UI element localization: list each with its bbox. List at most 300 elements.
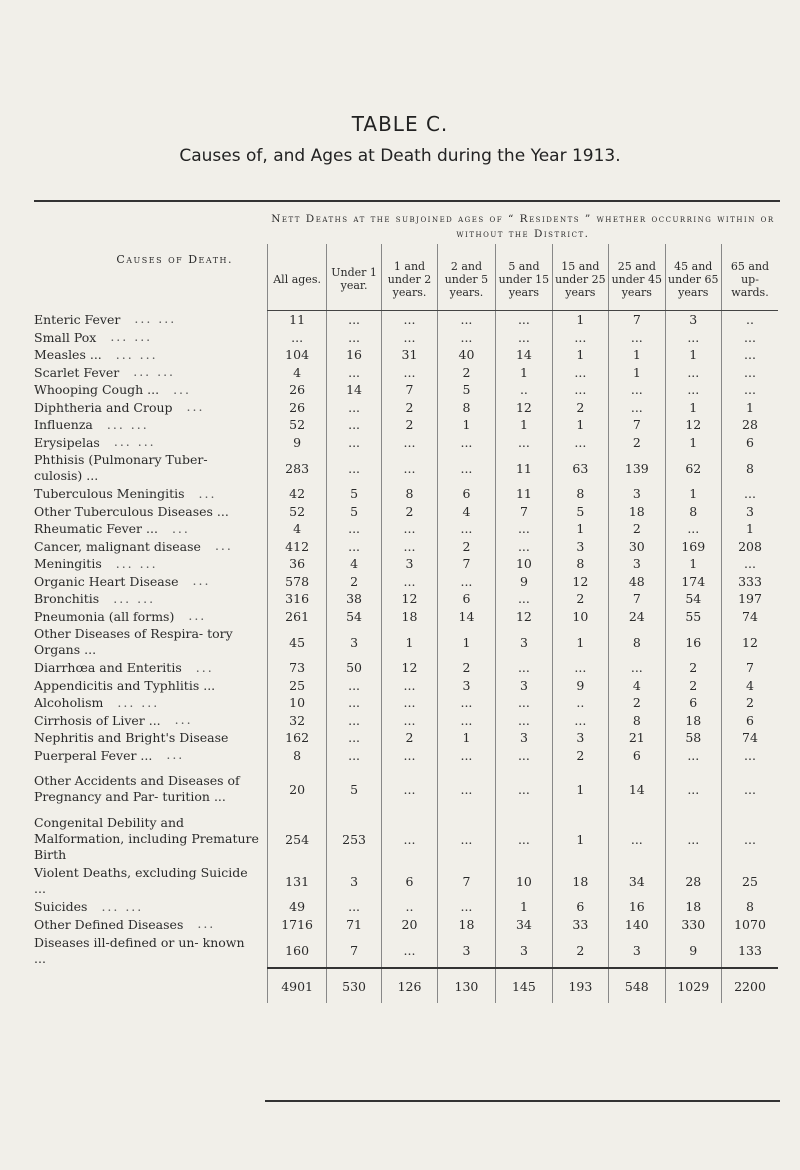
value-cell: 6 bbox=[722, 712, 779, 730]
value-cell: 8 bbox=[552, 555, 608, 573]
column-header: All ages. bbox=[268, 244, 326, 311]
value-cell: ... bbox=[496, 694, 552, 712]
value-cell: 14 bbox=[437, 608, 495, 626]
value-cell: 10 bbox=[552, 608, 608, 626]
value-cell: 3 bbox=[437, 677, 495, 695]
cause-cell bbox=[34, 659, 268, 677]
value-cell: 4 bbox=[268, 364, 326, 382]
cause-cell bbox=[34, 329, 268, 347]
page-subtitle: Causes of, and Ages at Death during the Year 1913. bbox=[179, 146, 621, 166]
cause-cell bbox=[34, 416, 268, 434]
value-cell: ... bbox=[382, 329, 437, 347]
value-cell: 63 bbox=[552, 451, 608, 485]
page-title: TABLE C. bbox=[351, 112, 449, 136]
cause-label: Other Diseases of Respira- tory Organs ... bbox=[34, 626, 233, 657]
value-cell: ... bbox=[326, 451, 381, 485]
value-cell: ... bbox=[326, 538, 381, 556]
value-cell: 5 bbox=[326, 485, 381, 503]
total-cell: 548 bbox=[609, 968, 665, 1003]
cause-column-header: Causes of Death. bbox=[116, 252, 234, 266]
cause-label: Diseases ill-defined or un- known ... bbox=[34, 934, 245, 966]
value-cell: 4 bbox=[722, 677, 779, 695]
cause-label: Organic Heart Disease bbox=[34, 573, 179, 589]
value-cell: 33 bbox=[552, 916, 608, 934]
value-cell: 1 bbox=[552, 625, 608, 659]
value-cell: ... bbox=[609, 659, 665, 677]
value-cell: 12 bbox=[722, 625, 779, 659]
table-row bbox=[34, 590, 778, 608]
value-cell: ... bbox=[437, 898, 495, 916]
value-cell: ... bbox=[496, 764, 552, 814]
leader-dots: ... ... bbox=[101, 898, 144, 914]
value-cell: 2 bbox=[609, 434, 665, 452]
value-cell: ... bbox=[722, 381, 779, 399]
cause-label: Other Accidents and Diseases of Pregnancy and Par- turition ... bbox=[34, 773, 240, 804]
value-cell: 10 bbox=[268, 694, 326, 712]
value-cell: ... bbox=[326, 416, 381, 434]
value-cell: 1 bbox=[665, 346, 721, 364]
value-cell: 54 bbox=[326, 608, 381, 626]
value-cell: 160 bbox=[268, 933, 326, 968]
cause-label: Whooping Cough ... bbox=[34, 382, 160, 397]
value-cell: 3 bbox=[665, 311, 721, 329]
total-cell: 4901 bbox=[268, 968, 326, 1003]
cause-cell bbox=[34, 747, 268, 765]
value-cell: 12 bbox=[382, 659, 437, 677]
value-cell: ... bbox=[496, 311, 552, 329]
value-cell: 330 bbox=[665, 916, 721, 934]
cause-cell bbox=[34, 933, 268, 968]
value-cell: ... bbox=[437, 694, 495, 712]
table-row bbox=[34, 503, 778, 521]
leader-dots: ... ... bbox=[113, 434, 156, 449]
cause-cell bbox=[34, 520, 268, 538]
value-cell: ... bbox=[437, 747, 495, 765]
value-cell: 48 bbox=[609, 573, 665, 591]
leader-dots: ... ... bbox=[115, 346, 158, 362]
cause-label: Congenital Debility and Malformation, including Premature Birth bbox=[34, 815, 259, 862]
value-cell: 1 bbox=[552, 346, 608, 364]
total-cell: 130 bbox=[437, 968, 495, 1003]
value-cell: 25 bbox=[722, 864, 779, 898]
value-cell: 6 bbox=[382, 864, 437, 898]
table-row bbox=[34, 573, 778, 591]
value-cell: 3 bbox=[496, 625, 552, 659]
cause-label: Other Defined Diseases bbox=[34, 916, 184, 932]
value-cell: ... bbox=[326, 434, 381, 452]
value-cell: 2 bbox=[722, 694, 779, 712]
value-cell: ... bbox=[496, 520, 552, 538]
value-cell: 6 bbox=[437, 590, 495, 608]
value-cell: ... bbox=[382, 694, 437, 712]
value-cell: 3 bbox=[326, 625, 381, 659]
value-cell: 25 bbox=[268, 677, 326, 695]
table-row bbox=[34, 625, 778, 659]
value-cell: 1 bbox=[496, 898, 552, 916]
value-cell: 18 bbox=[609, 503, 665, 521]
value-cell: 3 bbox=[496, 677, 552, 695]
leader-dots: ... bbox=[188, 608, 207, 623]
value-cell: 14 bbox=[609, 764, 665, 814]
value-cell: ... bbox=[609, 329, 665, 347]
leader-dots: ... ... bbox=[106, 416, 149, 432]
value-cell: ... bbox=[665, 364, 721, 382]
totals-row bbox=[34, 968, 778, 1003]
leader-dots: ... bbox=[195, 659, 214, 675]
value-cell: 7 bbox=[609, 311, 665, 329]
value-cell: 3 bbox=[382, 555, 437, 573]
value-cell: 9 bbox=[268, 434, 326, 452]
cause-label: Small Pox bbox=[34, 329, 97, 345]
value-cell: ... bbox=[382, 538, 437, 556]
value-cell: ... bbox=[552, 364, 608, 382]
table-row bbox=[34, 538, 778, 556]
value-cell: 1 bbox=[552, 814, 608, 864]
value-cell: 6 bbox=[552, 898, 608, 916]
value-cell: 4 bbox=[609, 677, 665, 695]
table-row bbox=[34, 346, 778, 364]
value-cell: ... bbox=[552, 659, 608, 677]
value-cell: ... bbox=[382, 451, 437, 485]
top-rule bbox=[34, 200, 780, 202]
total-cell: 126 bbox=[382, 968, 437, 1003]
value-cell: 54 bbox=[665, 590, 721, 608]
table-row bbox=[34, 555, 778, 573]
value-cell: ... bbox=[665, 329, 721, 347]
table-row bbox=[34, 864, 778, 898]
value-cell: ... bbox=[722, 747, 779, 765]
value-cell: ... bbox=[665, 764, 721, 814]
value-cell: ... bbox=[382, 814, 437, 864]
cause-cell bbox=[34, 608, 268, 626]
value-cell: 10 bbox=[496, 555, 552, 573]
value-cell: 3 bbox=[496, 729, 552, 747]
value-cell: 1 bbox=[609, 364, 665, 382]
leader-dots: ... bbox=[192, 573, 211, 588]
value-cell: 7 bbox=[326, 933, 381, 968]
value-cell: 8 bbox=[382, 485, 437, 503]
cause-label: Bronchitis bbox=[34, 591, 100, 606]
value-cell: 1 bbox=[496, 364, 552, 382]
value-cell: 12 bbox=[665, 416, 721, 434]
value-cell: 18 bbox=[665, 898, 721, 916]
value-cell: 8 bbox=[552, 485, 608, 503]
value-cell: 8 bbox=[609, 712, 665, 730]
cause-cell bbox=[34, 729, 268, 747]
value-cell: 1 bbox=[496, 416, 552, 434]
value-cell: 3 bbox=[496, 933, 552, 968]
table-row bbox=[34, 712, 778, 730]
value-cell: 333 bbox=[722, 573, 779, 591]
value-cell: 1 bbox=[665, 485, 721, 503]
value-cell: 21 bbox=[609, 729, 665, 747]
value-cell: ... bbox=[437, 520, 495, 538]
value-cell: 2 bbox=[609, 520, 665, 538]
value-cell: ... bbox=[722, 364, 779, 382]
cause-label: Phthisis (Pulmonary Tuber- culosis) ... bbox=[34, 452, 208, 483]
value-cell: ... bbox=[496, 590, 552, 608]
total-cell: 145 bbox=[496, 968, 552, 1003]
value-cell: 1 bbox=[552, 311, 608, 329]
value-cell: 2 bbox=[382, 399, 437, 417]
value-cell: ... bbox=[326, 520, 381, 538]
value-cell: 71 bbox=[326, 916, 381, 934]
value-cell: 1 bbox=[552, 520, 608, 538]
value-cell: 5 bbox=[437, 381, 495, 399]
value-cell: 32 bbox=[268, 712, 326, 730]
value-cell: ... bbox=[326, 747, 381, 765]
value-cell: ... bbox=[382, 520, 437, 538]
value-cell: 18 bbox=[665, 712, 721, 730]
value-cell: 12 bbox=[382, 590, 437, 608]
column-header: 15 and under 25 years bbox=[552, 244, 608, 311]
cause-label: Cirrhosis of Liver ... bbox=[34, 712, 161, 728]
value-cell: 2 bbox=[609, 694, 665, 712]
value-cell: 38 bbox=[326, 590, 381, 608]
value-cell: .. bbox=[722, 311, 779, 329]
table-row bbox=[34, 916, 778, 934]
value-cell: ... bbox=[326, 712, 381, 730]
value-cell: 6 bbox=[722, 434, 779, 452]
value-cell: 52 bbox=[268, 503, 326, 521]
value-cell: 254 bbox=[268, 814, 326, 864]
cause-cell bbox=[34, 814, 268, 864]
value-cell: ... bbox=[552, 381, 608, 399]
value-cell: 1 bbox=[437, 416, 495, 434]
value-cell: .. bbox=[552, 694, 608, 712]
cause-label: Enteric Fever bbox=[34, 311, 121, 327]
value-cell: 20 bbox=[268, 764, 326, 814]
value-cell: ... bbox=[326, 729, 381, 747]
value-cell: 5 bbox=[326, 503, 381, 521]
value-cell: 140 bbox=[609, 916, 665, 934]
value-cell: ... bbox=[496, 538, 552, 556]
value-cell: 2 bbox=[665, 659, 721, 677]
value-cell: 3 bbox=[552, 538, 608, 556]
table-row bbox=[34, 747, 778, 765]
value-cell: 14 bbox=[326, 381, 381, 399]
value-cell: 31 bbox=[382, 346, 437, 364]
value-cell: ... bbox=[382, 573, 437, 591]
value-cell: 30 bbox=[609, 538, 665, 556]
value-cell: 2 bbox=[382, 416, 437, 434]
value-cell: 26 bbox=[268, 381, 326, 399]
value-cell: 1070 bbox=[722, 916, 779, 934]
value-cell: ... bbox=[326, 898, 381, 916]
value-cell: 2 bbox=[437, 364, 495, 382]
cause-label: Meningitis bbox=[34, 556, 102, 571]
value-cell: 5 bbox=[552, 503, 608, 521]
value-cell: .. bbox=[382, 898, 437, 916]
value-cell: ... bbox=[326, 677, 381, 695]
value-cell: 7 bbox=[437, 864, 495, 898]
value-cell: 10 bbox=[496, 864, 552, 898]
value-cell: 2 bbox=[382, 503, 437, 521]
value-cell: 4 bbox=[326, 555, 381, 573]
column-header: 2 and under 5 years. bbox=[437, 244, 495, 311]
value-cell: 24 bbox=[609, 608, 665, 626]
cause-cell bbox=[34, 538, 268, 556]
cause-cell bbox=[34, 916, 268, 934]
value-cell: 3 bbox=[722, 503, 779, 521]
leader-dots: ... bbox=[198, 485, 217, 501]
value-cell: 9 bbox=[665, 933, 721, 968]
value-cell: 316 bbox=[268, 590, 326, 608]
cause-cell bbox=[34, 434, 268, 452]
leader-dots: ... bbox=[186, 399, 205, 414]
value-cell: ... bbox=[437, 451, 495, 485]
value-cell: 1716 bbox=[268, 916, 326, 934]
table-row bbox=[34, 434, 778, 452]
value-cell: ... bbox=[552, 434, 608, 452]
value-cell: 1 bbox=[609, 346, 665, 364]
value-cell: 1 bbox=[437, 625, 495, 659]
cause-cell bbox=[34, 311, 268, 329]
value-cell: 1 bbox=[722, 399, 779, 417]
value-cell: 1 bbox=[665, 434, 721, 452]
value-cell: 73 bbox=[268, 659, 326, 677]
value-cell: 283 bbox=[268, 451, 326, 485]
value-cell: ... bbox=[609, 814, 665, 864]
value-cell: ... bbox=[437, 573, 495, 591]
value-cell: 9 bbox=[552, 677, 608, 695]
value-cell: ... bbox=[722, 764, 779, 814]
table-row bbox=[34, 451, 778, 485]
table-row bbox=[34, 364, 778, 382]
value-cell: ... bbox=[665, 520, 721, 538]
value-cell: 34 bbox=[609, 864, 665, 898]
value-cell: 8 bbox=[722, 898, 779, 916]
value-cell: 2 bbox=[552, 747, 608, 765]
cause-label: Scarlet Fever bbox=[34, 364, 120, 380]
value-cell: 49 bbox=[268, 898, 326, 916]
value-cell: 12 bbox=[496, 399, 552, 417]
cause-cell bbox=[34, 346, 268, 364]
value-cell: 16 bbox=[326, 346, 381, 364]
table-row bbox=[34, 677, 778, 695]
value-cell: 50 bbox=[326, 659, 381, 677]
value-cell: ... bbox=[665, 814, 721, 864]
value-cell: 104 bbox=[268, 346, 326, 364]
value-cell: .. bbox=[496, 381, 552, 399]
leader-dots: ... ... bbox=[113, 590, 156, 606]
value-cell: 6 bbox=[665, 694, 721, 712]
cause-label: Other Tuberculous Diseases ... bbox=[34, 503, 229, 519]
value-cell: 74 bbox=[722, 608, 779, 626]
column-header: 25 and under 45 years bbox=[609, 244, 665, 311]
value-cell: 133 bbox=[722, 933, 779, 968]
value-cell: ... bbox=[382, 747, 437, 765]
table-row bbox=[34, 381, 778, 399]
value-cell: 1 bbox=[552, 764, 608, 814]
value-cell: 8 bbox=[268, 747, 326, 765]
leader-dots: ... bbox=[214, 538, 233, 553]
age-group-header: Nett Deaths at the subjoined ages of “ Residents ” whether occurring within or without the District. bbox=[271, 213, 775, 240]
value-cell: ... bbox=[496, 434, 552, 452]
table-row bbox=[34, 933, 778, 968]
value-cell: 2 bbox=[552, 399, 608, 417]
value-cell: 28 bbox=[665, 864, 721, 898]
value-cell: ... bbox=[382, 364, 437, 382]
value-cell: 7 bbox=[437, 555, 495, 573]
table-row bbox=[34, 729, 778, 747]
value-cell: 11 bbox=[496, 485, 552, 503]
value-cell: ... bbox=[722, 346, 779, 364]
cause-label: Tuberculous Meningitis bbox=[34, 486, 185, 501]
value-cell: ... bbox=[382, 311, 437, 329]
value-cell: 261 bbox=[268, 608, 326, 626]
cause-cell bbox=[34, 864, 268, 898]
value-cell: 18 bbox=[437, 916, 495, 934]
value-cell: ... bbox=[496, 814, 552, 864]
cause-cell bbox=[34, 399, 268, 417]
value-cell: 3 bbox=[326, 864, 381, 898]
value-cell: 1 bbox=[437, 729, 495, 747]
value-cell: 3 bbox=[609, 485, 665, 503]
leader-dots: ... ... bbox=[115, 555, 158, 571]
value-cell: 253 bbox=[326, 814, 381, 864]
cause-cell bbox=[34, 712, 268, 730]
value-cell: ... bbox=[437, 712, 495, 730]
value-cell: 7 bbox=[609, 416, 665, 434]
leader-dots: ... bbox=[171, 520, 190, 536]
leader-dots: ... bbox=[173, 381, 191, 397]
cause-label: Suicides bbox=[34, 899, 88, 914]
causes-table bbox=[34, 208, 778, 1003]
column-header: 1 and under 2 years. bbox=[382, 244, 437, 311]
cause-label: Erysipelas bbox=[34, 434, 100, 450]
cause-cell bbox=[34, 503, 268, 521]
cause-cell bbox=[34, 898, 268, 916]
value-cell: ... bbox=[722, 555, 779, 573]
value-cell: 8 bbox=[665, 503, 721, 521]
value-cell: 2 bbox=[552, 590, 608, 608]
value-cell: 7 bbox=[722, 659, 779, 677]
cause-cell bbox=[34, 625, 268, 659]
value-cell: ... bbox=[326, 694, 381, 712]
value-cell: ... bbox=[326, 329, 381, 347]
value-cell: 8 bbox=[609, 625, 665, 659]
total-cell: 1029 bbox=[665, 968, 721, 1003]
table-row bbox=[34, 329, 778, 347]
table-row bbox=[34, 311, 778, 329]
value-cell: ... bbox=[496, 329, 552, 347]
value-cell: ... bbox=[665, 747, 721, 765]
cause-label: Violent Deaths, excluding Suicide ... bbox=[34, 865, 248, 896]
value-cell: 8 bbox=[722, 451, 779, 485]
value-cell: 74 bbox=[722, 729, 779, 747]
value-cell: 16 bbox=[609, 898, 665, 916]
value-cell: 6 bbox=[437, 485, 495, 503]
value-cell: 45 bbox=[268, 625, 326, 659]
cause-label: Pneumonia (all forms) bbox=[34, 608, 175, 624]
value-cell: 169 bbox=[665, 538, 721, 556]
value-cell: ... bbox=[437, 814, 495, 864]
value-cell: 34 bbox=[496, 916, 552, 934]
total-cell: 530 bbox=[326, 968, 381, 1003]
value-cell: 131 bbox=[268, 864, 326, 898]
value-cell: 197 bbox=[722, 590, 779, 608]
cause-label: Nephritis and Bright's Disease bbox=[34, 730, 229, 745]
leader-dots: ... ... bbox=[117, 694, 160, 710]
value-cell: ... bbox=[437, 311, 495, 329]
value-cell: 412 bbox=[268, 538, 326, 556]
table-row bbox=[34, 485, 778, 503]
total-cell: 2200 bbox=[722, 968, 779, 1003]
value-cell: 62 bbox=[665, 451, 721, 485]
cause-label: Diarrhœa and Enteritis bbox=[34, 660, 182, 675]
value-cell: ... bbox=[382, 712, 437, 730]
